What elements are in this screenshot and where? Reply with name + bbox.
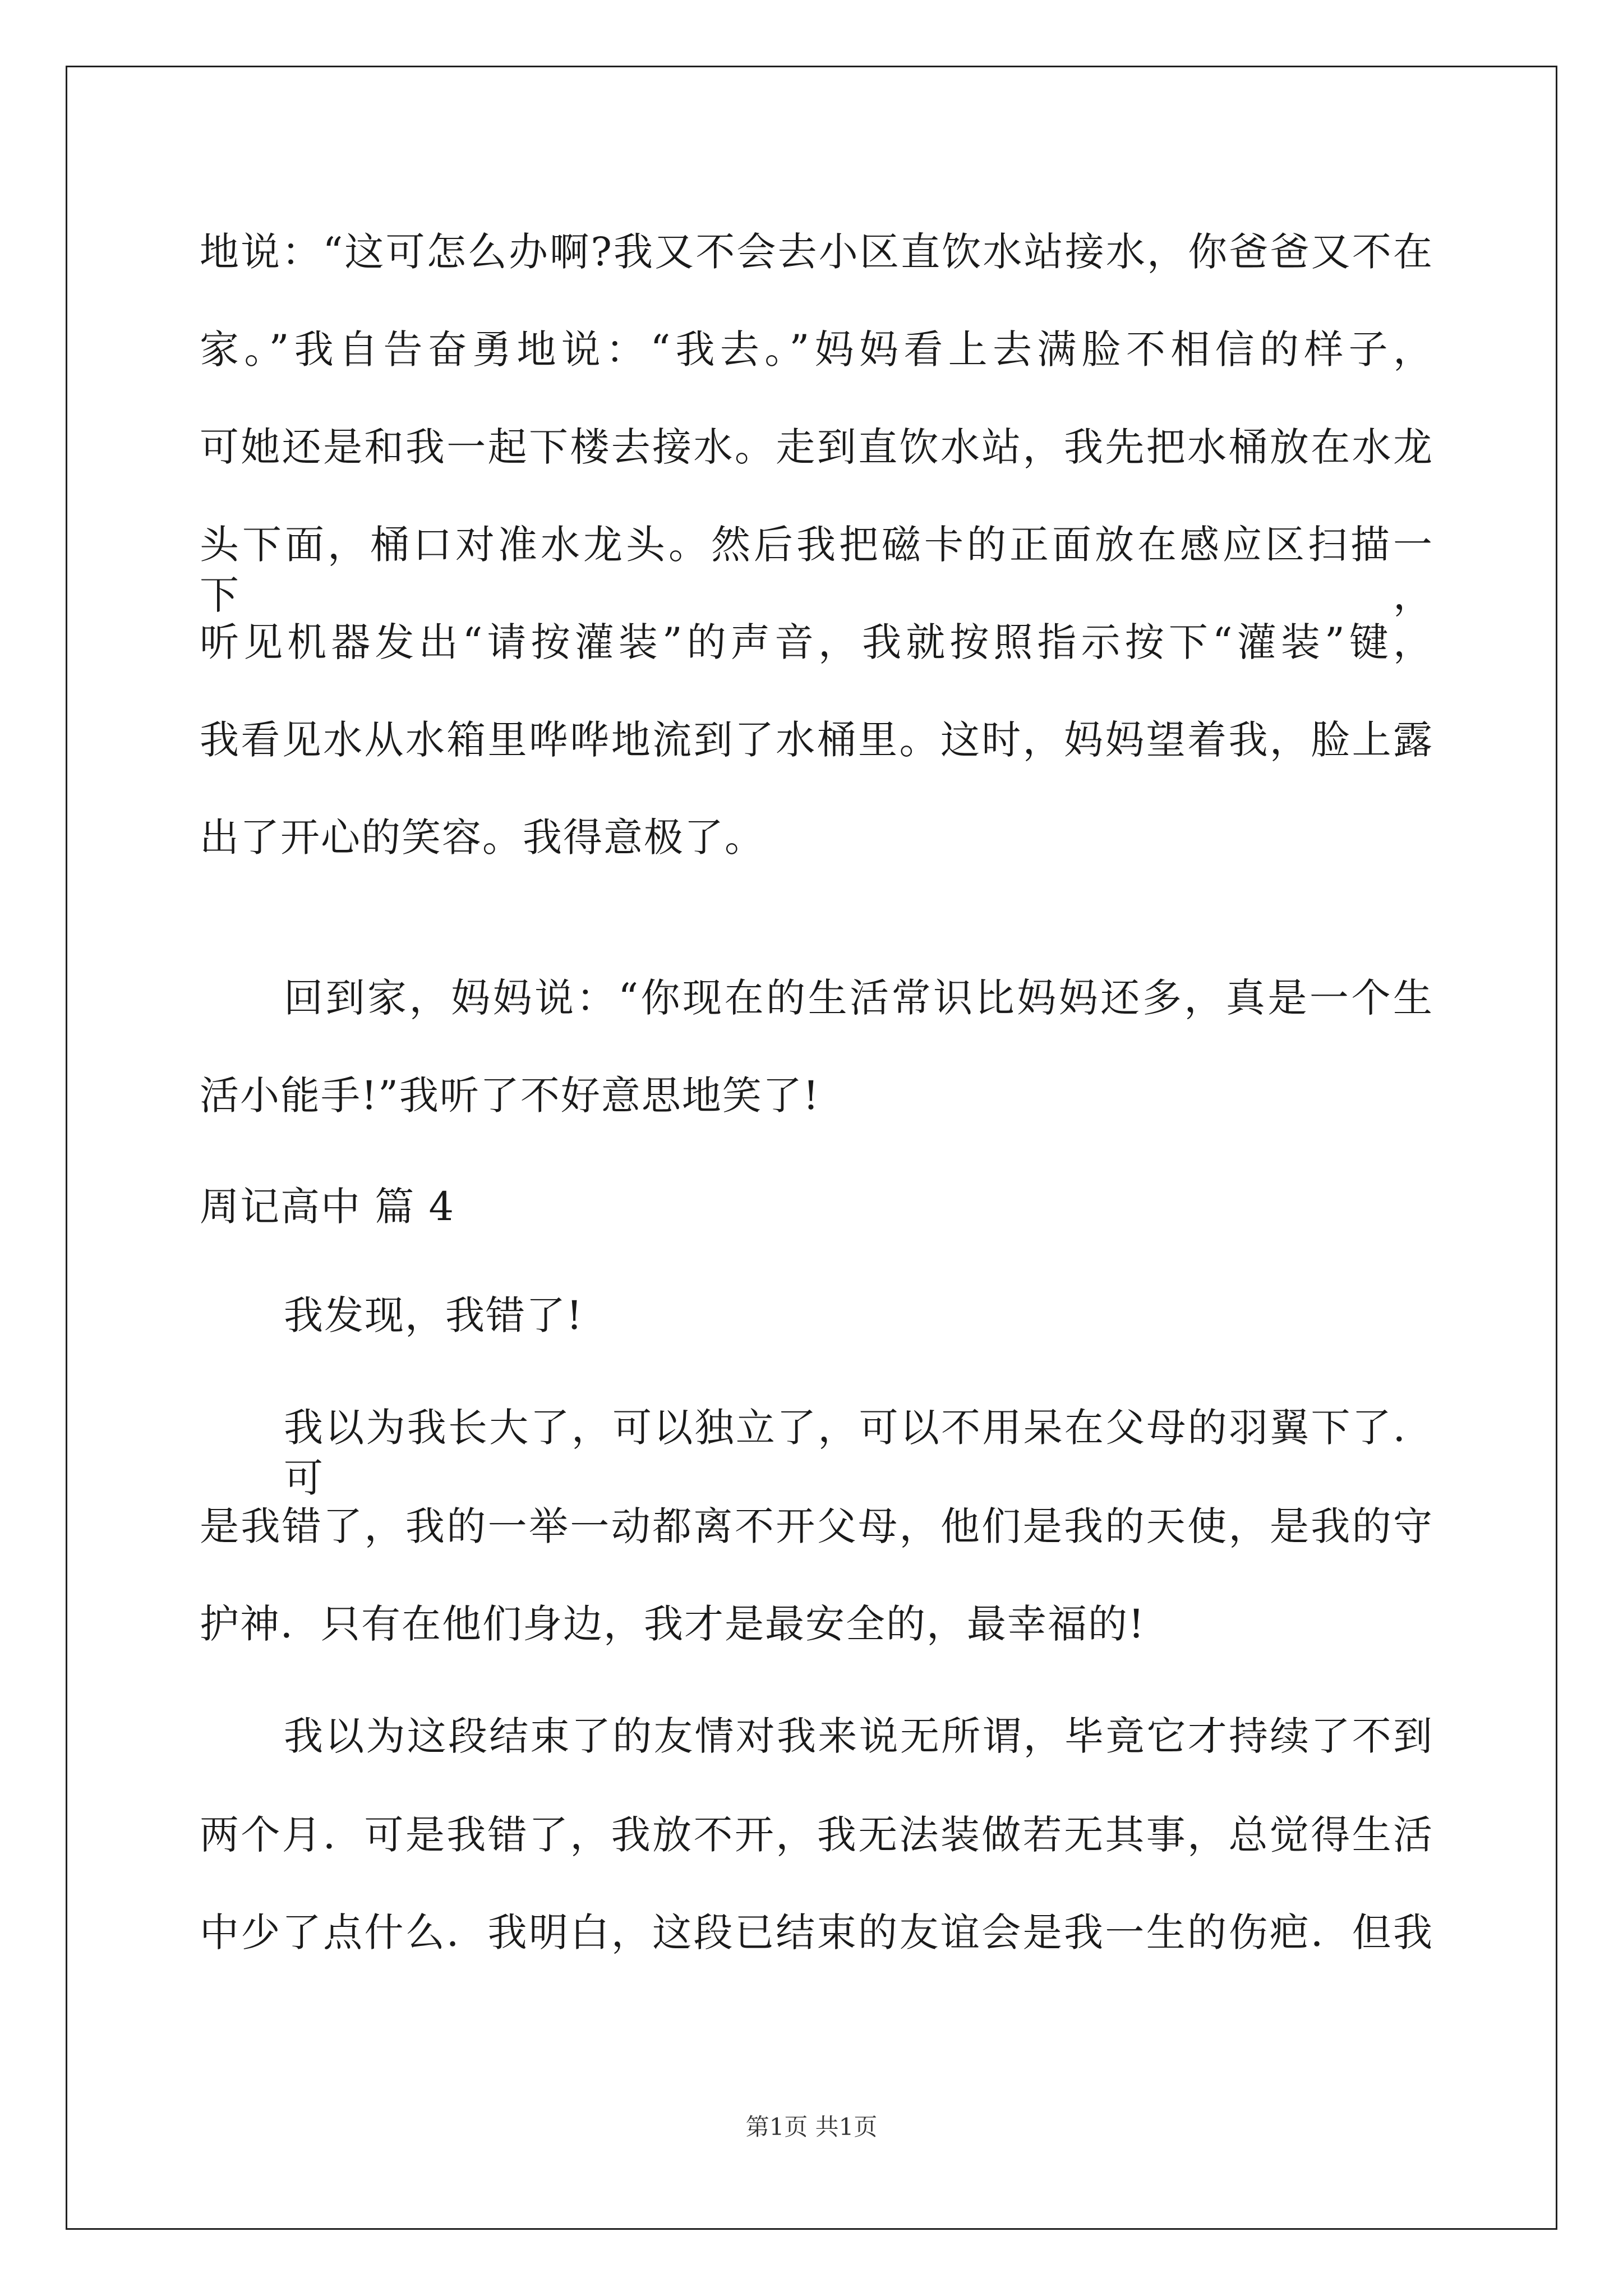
- paragraph-line: 出了开心的笑容。我得意极了。: [200, 815, 765, 861]
- section-heading: 周记高中 篇 4: [200, 1184, 455, 1230]
- paragraph-line: 可她还是和我一起下楼去接水。走到直饮水站，我先把水桶放在水龙: [200, 424, 1433, 470]
- paragraph-line: 听见机器发出“请按灌装”的声音，我就按照指示按下“灌装”键，: [200, 619, 1433, 665]
- paragraph-line: 护神．只有在他们身边，我才是最安全的，最幸福的!: [200, 1601, 1146, 1647]
- paragraph-line: 是我错了，我的一举一动都离不开父母，他们是我的天使，是我的守: [200, 1503, 1433, 1549]
- paragraph-line: 我看见水从水箱里哗哗地流到了水桶里。这时，妈妈望着我，脸上露: [200, 717, 1433, 763]
- paragraph-line: 我以为这段结束了的友情对我来说无所谓，毕竟它才持续了不到: [284, 1713, 1433, 1759]
- paragraph-line: 中少了点什么．我明白，这段已结束的友谊会是我一生的伤疤．但我: [200, 1910, 1433, 1955]
- paragraph-line: 头下面，桶口对准水龙头。然后我把磁卡的正面放在感应区扫描一下，: [200, 522, 1433, 618]
- paragraph-line: 回到家，妈妈说：“你现在的生活常识比妈妈还多，真是一个生: [284, 975, 1433, 1021]
- page-border: [66, 66, 1557, 2230]
- page-footer: 第1页 共1页: [745, 2113, 878, 2141]
- paragraph-line: 我发现，我错了!: [284, 1292, 584, 1338]
- paragraph-line: 活小能手!”我听了不好意思地笑了!: [200, 1073, 820, 1119]
- paragraph-line: 两个月．可是我错了，我放不开，我无法装做若无其事，总觉得生活: [200, 1812, 1433, 1858]
- paragraph-line: 地说：“这可怎么办啊?我又不会去小区直饮水站接水，你爸爸又不在: [200, 229, 1433, 275]
- paragraph-line: 我以为我长大了，可以独立了，可以不用呆在父母的羽翼下了．可: [284, 1405, 1433, 1501]
- paragraph-line: 家。”我自告奋勇地说：“我去。”妈妈看上去满脸不相信的样子，: [200, 326, 1433, 372]
